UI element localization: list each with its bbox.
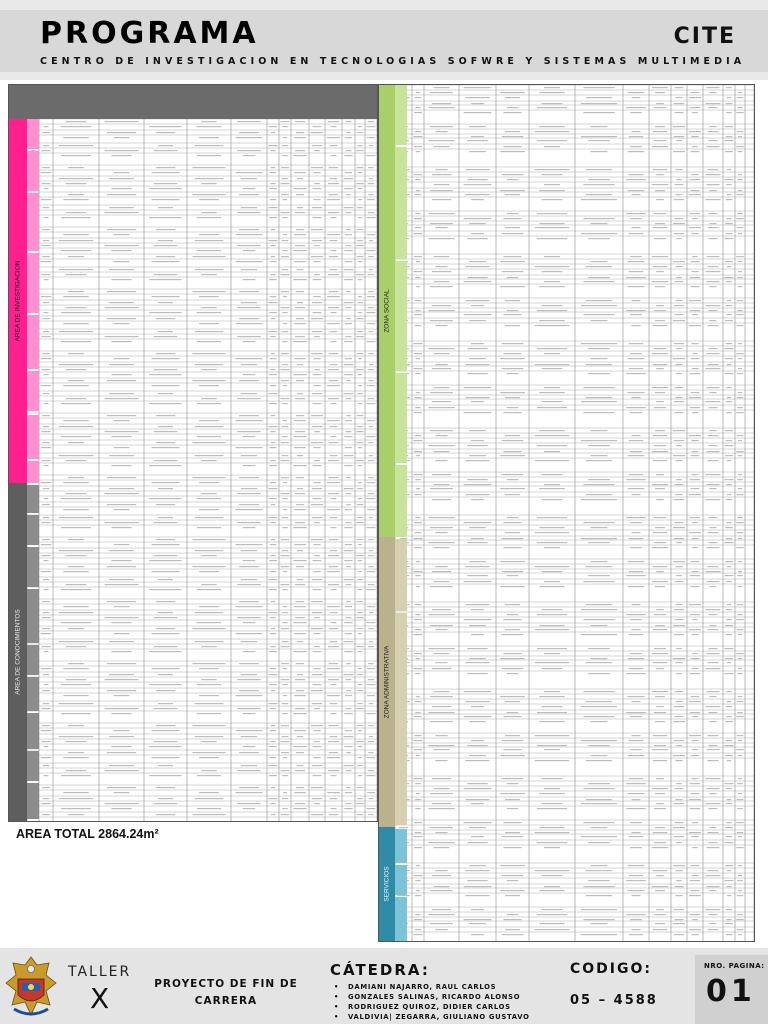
zone-label: SERVICIOS xyxy=(383,866,391,902)
subzone-block xyxy=(395,865,407,895)
subzone-block xyxy=(27,677,39,711)
catedra-member: • RODRIGUEZ QUIROZ, DIDIER CARLOS xyxy=(334,1002,530,1012)
subzone-block xyxy=(27,589,39,643)
zone-social xyxy=(379,85,395,537)
catedra-label: CÁTEDRA: xyxy=(330,961,430,979)
program-table-right xyxy=(378,84,755,942)
taller-label: TALLER xyxy=(68,964,132,980)
subzone-block xyxy=(27,371,39,411)
subzone-block xyxy=(395,829,407,863)
subzone-block xyxy=(395,261,407,371)
table-header-row xyxy=(9,85,377,119)
subzone-block xyxy=(27,253,39,313)
subzone-block xyxy=(395,147,407,259)
subzone-block xyxy=(27,515,39,545)
subzone-block xyxy=(27,645,39,675)
catedra-member: • DAMIANI NAJARRO, RAUL CARLOS xyxy=(334,982,530,992)
catedra-list xyxy=(334,982,530,1022)
codigo-value: 05 – 4588 xyxy=(570,993,658,1008)
subzone-block xyxy=(27,713,39,749)
zone-area-investigacion xyxy=(9,119,27,483)
subzone-block xyxy=(395,85,407,145)
subzone-block xyxy=(27,461,39,483)
subzone-block xyxy=(27,193,39,251)
page-number: 01 xyxy=(706,974,756,1009)
subzone-block xyxy=(395,465,407,537)
subzone-block xyxy=(395,539,407,611)
subzone-block xyxy=(27,751,39,781)
catedra-member: • GONZALES SALINAS, RICARDO ALONSO xyxy=(334,992,530,1002)
zone-area-conocimientos xyxy=(9,483,27,821)
subzone-block xyxy=(27,415,39,459)
subzone-block xyxy=(395,373,407,463)
subzone-block xyxy=(395,613,407,825)
zone-administrativa xyxy=(379,537,395,827)
university-crest-icon xyxy=(4,955,58,1021)
project-type: PROYECTO DE FIN DE CARRERA xyxy=(154,978,298,1007)
page-number-label: NRO. PAGINA: xyxy=(704,962,765,970)
program-table-left xyxy=(8,84,378,822)
table-grid-left xyxy=(9,85,377,821)
subzone-block xyxy=(27,485,39,513)
subzone-block xyxy=(27,783,39,819)
subzone-block xyxy=(395,897,407,941)
codigo-label: CODIGO: xyxy=(570,961,652,977)
area-total: AREA TOTAL 2864.24m² xyxy=(16,827,159,841)
zone-label: ZONA SOCIAL xyxy=(383,289,391,333)
zone-servicios xyxy=(379,827,395,941)
zone-label: AREA DE INVESTIGACION xyxy=(14,260,22,342)
project-acronym: CITE xyxy=(673,24,736,49)
page-subtitle: CENTRO DE INVESTIGACION EN TECNOLOGIAS SOFWRE Y SISTEMAS MULTIMEDIA xyxy=(40,56,746,67)
zone-label: ZONA ADMINISTRATIVA xyxy=(383,645,391,719)
taller-number: X xyxy=(90,982,110,1015)
catedra-member: • VALDIVIA| ZEGARRA, GIULIANO GUSTAVO xyxy=(334,1012,530,1022)
table-grid-right xyxy=(379,85,754,941)
subzone-block xyxy=(27,119,39,149)
subzone-block xyxy=(27,151,39,191)
zone-label: AREA DE CONOCIMIENTOS xyxy=(14,609,22,695)
page-title: PROGRAMA xyxy=(40,16,259,51)
subzone-block xyxy=(27,315,39,369)
subzone-block xyxy=(27,547,39,587)
